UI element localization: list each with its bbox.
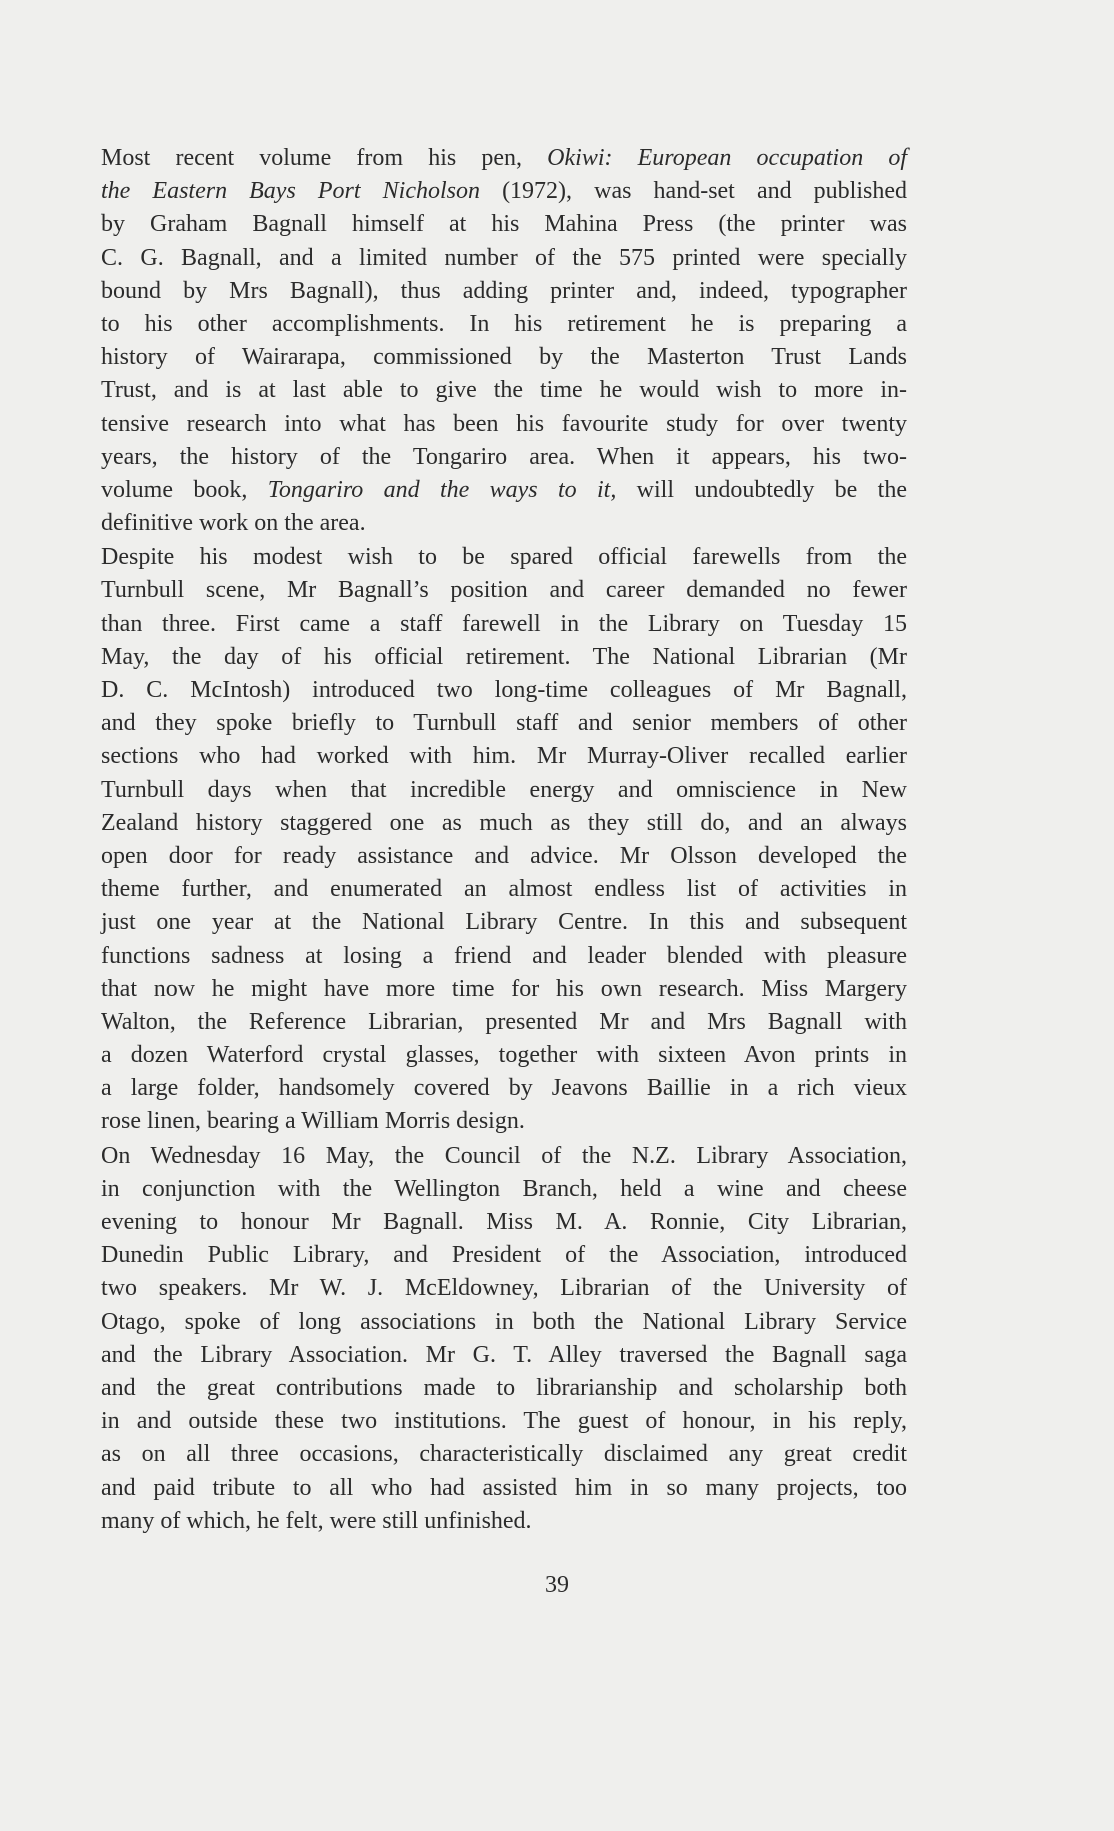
text-segment: and the Library Association. Mr G. T. Alley traversed the Bagnall saga: [101, 1341, 907, 1368]
text-line: [101, 1039, 907, 1072]
text-line: [101, 973, 907, 1006]
text-segment: will undoubtedly be the: [616, 476, 907, 503]
text-segment: that now he might have more time for his own research. Miss Margery: [101, 975, 907, 1002]
text-line: [101, 175, 907, 208]
text-line: [101, 641, 907, 674]
text-segment: than three. First came a staff farewell in the Library on Tuesday 15: [101, 610, 907, 637]
text-line: [101, 374, 907, 407]
text-segment: Zealand history staggered one as much as they still do, and an always: [101, 809, 907, 836]
text-segment: volume book,: [101, 476, 268, 503]
text-segment: evening to honour Mr Bagnall. Miss M. A. Ronnie, City Librarian,: [101, 1209, 907, 1235]
text-segment: Turnbull scene, Mr Bagnall’s position and career demanded no fewer: [101, 577, 907, 604]
text-segment: rose linen, bearing a William Morris design.: [101, 1108, 525, 1135]
italic-title: Okiwi: European occupation of: [547, 145, 908, 171]
text-segment: in and outside these two institutions. The guest of honour, in his reply,: [101, 1408, 907, 1435]
text-line: [101, 1339, 907, 1372]
text-segment: Most recent volume from his pen,: [101, 145, 548, 171]
text-line: [101, 242, 907, 275]
text-segment: theme further, and enumerated an almost endless list of activities in: [101, 876, 907, 903]
text-segment: definitive work on the area.: [101, 510, 366, 537]
text-segment: in conjunction with the Wellington Branch, held a wine and cheese: [101, 1175, 907, 1202]
text-line: [101, 275, 907, 308]
text-segment: many of which, he felt, were still unfinished.: [101, 1507, 532, 1534]
text-line: [101, 1006, 907, 1039]
paragraph: [101, 142, 907, 540]
italic-title: Tongariro and the ways to it,: [267, 476, 617, 503]
text-segment: May, the day of his official retirement. The National Librarian (Mr: [101, 643, 907, 670]
text-line: [101, 474, 907, 507]
text-segment: a dozen Waterford crystal glasses, together with sixteen Avon prints in: [101, 1042, 907, 1069]
text-segment: and the great contributions made to librarianship and scholarship both: [101, 1374, 907, 1401]
text-segment: tensive research into what has been his favourite study for over twenty: [101, 410, 907, 437]
text-line: [101, 873, 907, 906]
body-text: [101, 142, 907, 1539]
text-line: [101, 574, 907, 607]
text-line: [101, 1472, 907, 1505]
text-line: [101, 807, 907, 840]
text-line: [101, 674, 907, 707]
text-segment: Dunedin Public Library, and President of the Association, introduced: [101, 1242, 907, 1269]
text-segment: a large folder, handsomely covered by Jeavons Baillie in a rich vieux: [101, 1075, 907, 1102]
text-segment: D. C. McIntosh) introduced two long-time colleagues of Mr Bagnall,: [101, 677, 907, 703]
text-line: [101, 1505, 907, 1538]
text-segment: history of Wairarapa, commissioned by the Masterton Trust Lands: [101, 344, 907, 371]
text-line: [101, 507, 907, 540]
text-segment: just one year at the National Library Centre. In this and subsequent: [101, 909, 907, 936]
text-line: [101, 608, 907, 641]
text-line: [101, 1372, 907, 1405]
text-line: [101, 142, 907, 175]
text-line: [101, 1272, 907, 1305]
page-number: 39: [545, 1572, 569, 1598]
text-line: [101, 208, 907, 241]
text-segment: to his other accomplishments. In his retirement he is preparing a: [101, 310, 907, 337]
text-segment: two speakers. Mr W. J. McEldowney, Librarian of the University of: [101, 1275, 907, 1302]
text-segment: and they spoke briefly to Turnbull staff and senior members of other: [101, 710, 907, 737]
text-segment: Otago, spoke of long associations in both the National Library Service: [101, 1308, 907, 1335]
paragraph: [101, 1140, 907, 1538]
text-segment: (1972), was hand-set and published: [479, 178, 908, 205]
text-segment: years, the history of the Tongariro area. When it appears, his two-: [101, 443, 907, 470]
text-line: [101, 840, 907, 873]
text-segment: open door for ready assistance and advice. Mr Olsson developed the: [101, 842, 907, 869]
text-line: [101, 940, 907, 973]
text-segment: and paid tribute to all who had assisted him in so many projects, too: [101, 1474, 907, 1501]
text-line: [101, 1438, 907, 1471]
text-segment: Trust, and is at last able to give the time he would wish to more in-: [101, 377, 907, 404]
text-line: [101, 408, 907, 441]
text-line: [101, 1173, 907, 1206]
text-segment: bound by Mrs Bagnall), thus adding printer and, indeed, typographer: [101, 277, 907, 304]
paragraph: [101, 541, 907, 1138]
text-line: [101, 1306, 907, 1339]
text-line: [101, 1140, 907, 1173]
text-line: [101, 308, 907, 341]
text-line: [101, 1405, 907, 1438]
text-line: [101, 1239, 907, 1272]
text-line: [101, 707, 907, 740]
text-segment: C. G. Bagnall, and a limited number of the 575 printed were specially: [101, 244, 907, 271]
text-segment: sections who had worked with him. Mr Murray-Oliver recalled earlier: [101, 743, 907, 770]
text-segment: On Wednesday 16 May, the Council of the N.Z. Library Association,: [101, 1142, 907, 1169]
text-line: [101, 774, 907, 807]
text-line: [101, 541, 907, 574]
text-line: [101, 341, 907, 374]
text-segment: by Graham Bagnall himself at his Mahina Press (the printer was: [101, 211, 907, 238]
text-line: [101, 1105, 907, 1138]
italic-title: the Eastern Bays Port Nicholson: [101, 178, 480, 205]
text-line: [101, 441, 907, 474]
text-segment: as on all three occasions, characteristically disclaimed any great credit: [101, 1441, 907, 1468]
text-line: [101, 740, 907, 773]
text-segment: Walton, the Reference Librarian, presented Mr and Mrs Bagnall with: [101, 1008, 907, 1035]
text-line: [101, 906, 907, 939]
text-line: [101, 1072, 907, 1105]
text-line: [101, 1206, 907, 1239]
text-segment: Despite his modest wish to be spared official farewells from the: [101, 544, 907, 571]
text-segment: Turnbull days when that incredible energy and omniscience in New: [101, 776, 907, 803]
text-segment: functions sadness at losing a friend and leader blended with pleasure: [101, 942, 907, 969]
